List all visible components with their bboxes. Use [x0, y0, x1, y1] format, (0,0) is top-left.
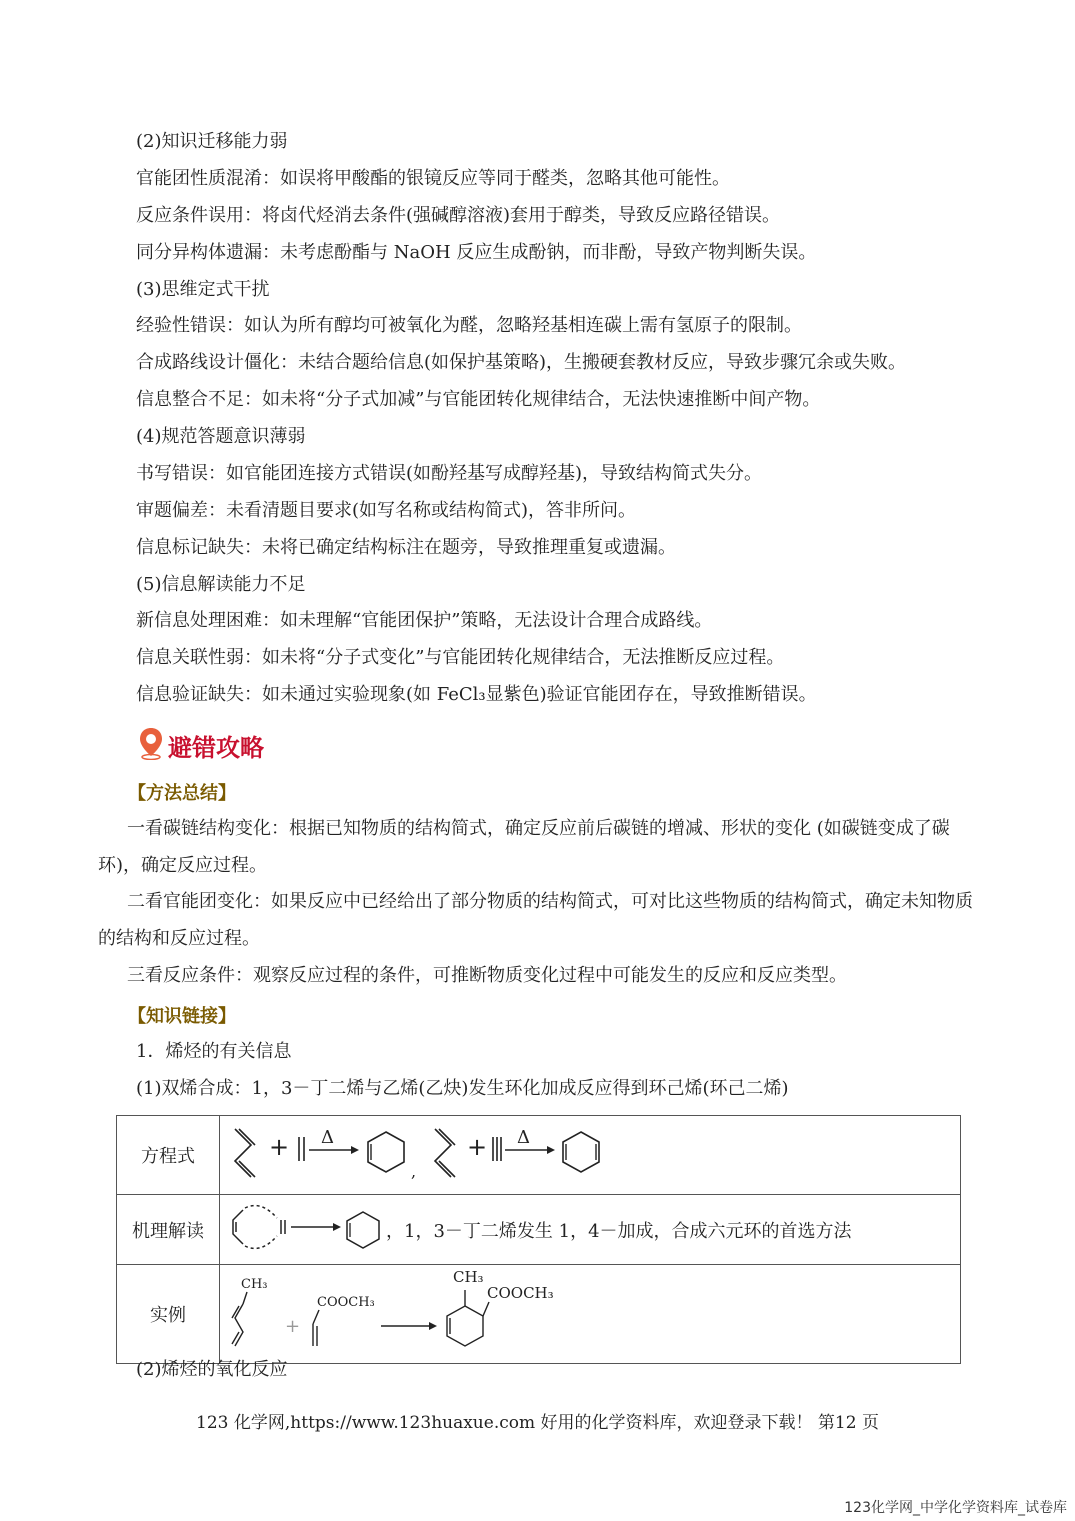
text-line: 信息整合不足：如未将“分子式加减”与官能团转化规律结合，无法快速推断中间产物。: [136, 389, 821, 410]
example-diagram: [221, 1266, 601, 1358]
knowledge-item: 1．烯烃的有关信息: [136, 1041, 292, 1062]
equation-cell: [220, 1116, 961, 1195]
method-paragraph: 二看官能团变化：如果反应中已经给出了部分物质的结构简式，可对比这些物质的结构简式，确定未知物质的结构和反应过程。: [98, 891, 973, 949]
svg-text:Δ: Δ: [321, 1127, 334, 1148]
table-row: [117, 1195, 961, 1265]
svg-text:COOCH₃: COOCH₃: [317, 1295, 375, 1310]
location-pin-icon: [138, 726, 164, 764]
example-cell: [220, 1265, 961, 1364]
text-line: 信息关联性弱：如未将“分子式变化”与官能团转化规律结合，无法推断反应过程。: [136, 647, 785, 668]
row-head-equation: 方程式: [117, 1116, 220, 1195]
svg-text:CH₃: CH₃: [241, 1277, 268, 1292]
text-line: 同分异构体遗漏：未考虑酚酯与 NaOH 反应生成酚钠，而非酚，导致产物判断失误。: [136, 242, 817, 263]
method-summary-heading: 【方法总结】: [128, 783, 236, 804]
row-head-example: 实例: [117, 1265, 220, 1364]
page-footer: 123 化学网,https://www.123huaxue.com 好用的化学资料库，欢迎登录下载！ 第12 页: [196, 1413, 879, 1433]
text-line: 合成路线设计僵化：未结合题给信息(如保护基策略)，生搬硬套教材反应，导致步骤冗余或失败。: [136, 352, 907, 373]
svg-text:+: +: [269, 1133, 290, 1161]
diene-synthesis-table: [116, 1115, 961, 1364]
next-subheading: (2)烯烃的氧化反应: [136, 1359, 288, 1380]
text-line: 反应条件误用：将卤代烃消去条件(强碱醇溶液)套用于醇类，导致反应路径错误。: [136, 205, 781, 226]
svg-text:+: +: [467, 1133, 488, 1161]
method-paragraph: 三看反应条件：观察反应过程的条件，可推断物质变化过程中可能发生的反应和反应类型。: [127, 965, 847, 986]
equation-diagram: [221, 1117, 621, 1189]
text-line: 信息验证缺失：如未通过实验现象(如 FeCl₃显紫色)验证官能团存在，导致推断错误。: [136, 684, 817, 705]
text-line: 信息标记缺失：未将已确定结构标注在题旁，导致推理重复或遗漏。: [136, 537, 676, 558]
mechanism-text: ，1，3－丁二烯发生 1，4－加成，合成六元环的首选方法: [386, 1220, 852, 1242]
text-line: 新信息处理困难：如未理解“官能团保护”策略，无法设计合理合成路线。: [136, 610, 713, 631]
subheading-info: (5)信息解读能力不足: [136, 574, 306, 595]
table-row: [117, 1265, 961, 1364]
mechanism-diagram: [221, 1200, 386, 1260]
svg-text:Δ: Δ: [517, 1127, 530, 1148]
knowledge-subitem: (1)双烯合成：1，3－丁二烯与乙烯(乙炔)发生环化加成反应得到环己烯(环己二烯): [136, 1078, 789, 1099]
subheading-transfer: (2)知识迁移能力弱: [136, 131, 288, 152]
text-line: 经验性错误：如认为所有醇均可被氧化为醛，忽略羟基相连碳上需有氢原子的限制。: [136, 315, 802, 336]
section-title: [138, 726, 264, 764]
table-row: [117, 1116, 961, 1195]
svg-text:COOCH₃: COOCH₃: [487, 1284, 554, 1302]
subheading-norms: (4)规范答题意识薄弱: [136, 426, 306, 447]
text-line: 官能团性质混淆：如误将甲酸酯的银镜反应等同于醛类，忽略其他可能性。: [136, 168, 730, 189]
text-line: 审题偏差：未看清题目要求(如写名称或结构简式)，答非所问。: [136, 500, 637, 521]
subheading-mindset: (3)思维定式干扰: [136, 279, 270, 300]
svg-text:+: +: [285, 1316, 301, 1337]
section-title-text: 避错攻略: [168, 732, 264, 762]
mechanism-cell: [220, 1195, 961, 1265]
text-line: 书写错误：如官能团连接方式错误(如酚羟基写成醇羟基)，导致结构简式失分。: [136, 463, 763, 484]
watermark: 123化学网_中学化学资料库_试卷库: [844, 1500, 1067, 1516]
row-head-mechanism: 机理解读: [117, 1195, 220, 1265]
knowledge-link-heading: 【知识链接】: [128, 1006, 236, 1027]
svg-text:,: ,: [411, 1162, 417, 1181]
svg-text:CH₃: CH₃: [453, 1268, 484, 1286]
method-paragraph: 一看碳链结构变化：根据已知物质的结构简式，确定反应前后碳链的增减、形状的变化 (如碳链变成了碳环)，确定反应过程。: [98, 818, 950, 876]
